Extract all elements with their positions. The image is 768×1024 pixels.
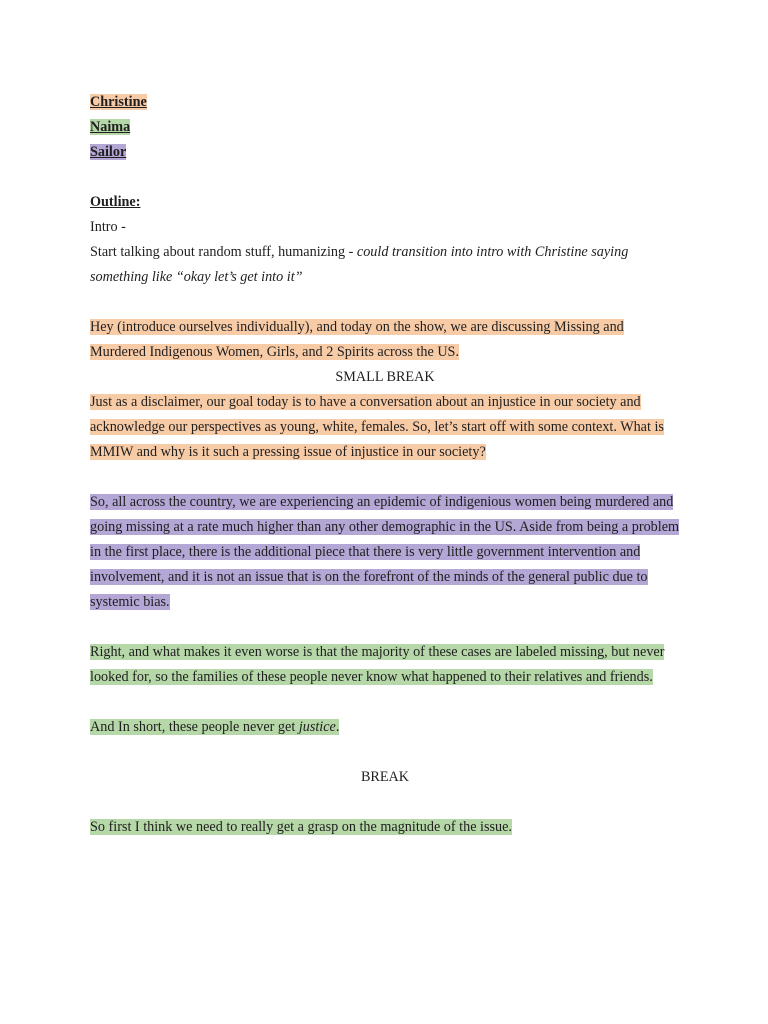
spacer <box>90 690 680 715</box>
paragraph-christine-disclaimer <box>90 390 680 465</box>
speaker-legend-naima <box>90 115 680 140</box>
paragraph-text: Right, and what makes it even worse is that the majority of these cases are labeled missing, but never looked for, so the families of these people never know what happened to their relatives and friends. <box>90 644 665 685</box>
justice-plain: And In short, these people never get <box>90 719 299 735</box>
speaker-naima: Naima <box>90 119 131 135</box>
spacer <box>90 465 680 490</box>
intro-note <box>90 240 680 290</box>
speaker-legend-sailor <box>90 140 680 165</box>
outline-heading: Outline: <box>90 194 141 210</box>
paragraph-text: So, all across the country, we are experiencing an epidemic of indigenious women being murdered and going missing at a rate much higher than any other demographic in the US. Aside from being a problem in the first place, there is the additional piece that there is very little government intervention and involvement, and it is not an issue that is on the forefront of the minds of the general public due to systemic bias. <box>90 494 680 610</box>
paragraph-christine-intro <box>90 315 680 365</box>
speaker-sailor: Sailor <box>90 144 127 160</box>
paragraph-sailor-context <box>90 490 680 615</box>
paragraph-naima-cases <box>90 640 680 690</box>
justice-end: . <box>335 719 340 735</box>
paragraph-text: Just as a disclaimer, our goal today is to have a conversation about an injustice in our society and acknowledge our perspectives as young, white, females. So, let’s start off with some context. What is MMIW and why is it such a pressing issue of injustice in our society? <box>90 394 664 460</box>
justice-italic: justice <box>298 719 336 735</box>
spacer <box>90 290 680 315</box>
small-break-label: SMALL BREAK <box>335 369 435 385</box>
speaker-legend-christine <box>90 90 680 115</box>
document-page <box>90 90 680 840</box>
speaker-christine: Christine <box>90 94 147 110</box>
paragraph-text <box>90 719 339 735</box>
paragraph-text: So first I think we need to really get a grasp on the magnitude of the issue. <box>90 819 512 835</box>
spacer <box>90 740 680 765</box>
intro-italic: could transition into intro with Christine saying something like “okay let’s get into it” <box>90 244 629 285</box>
intro-label: Intro - <box>90 219 126 235</box>
break-label: BREAK <box>360 769 410 785</box>
spacer <box>90 165 680 190</box>
paragraph-text: Hey (introduce ourselves individually), and today on the show, we are discussing Missing and Murdered Indigenous Women, Girls, and 2 Spirits across the US. <box>90 319 624 360</box>
intro-plain: Start talking about random stuff, humanizing - <box>90 244 357 260</box>
spacer <box>90 790 680 815</box>
paragraph-naima-magnitude <box>90 815 680 840</box>
spacer <box>90 615 680 640</box>
paragraph-naima-justice <box>90 715 680 740</box>
